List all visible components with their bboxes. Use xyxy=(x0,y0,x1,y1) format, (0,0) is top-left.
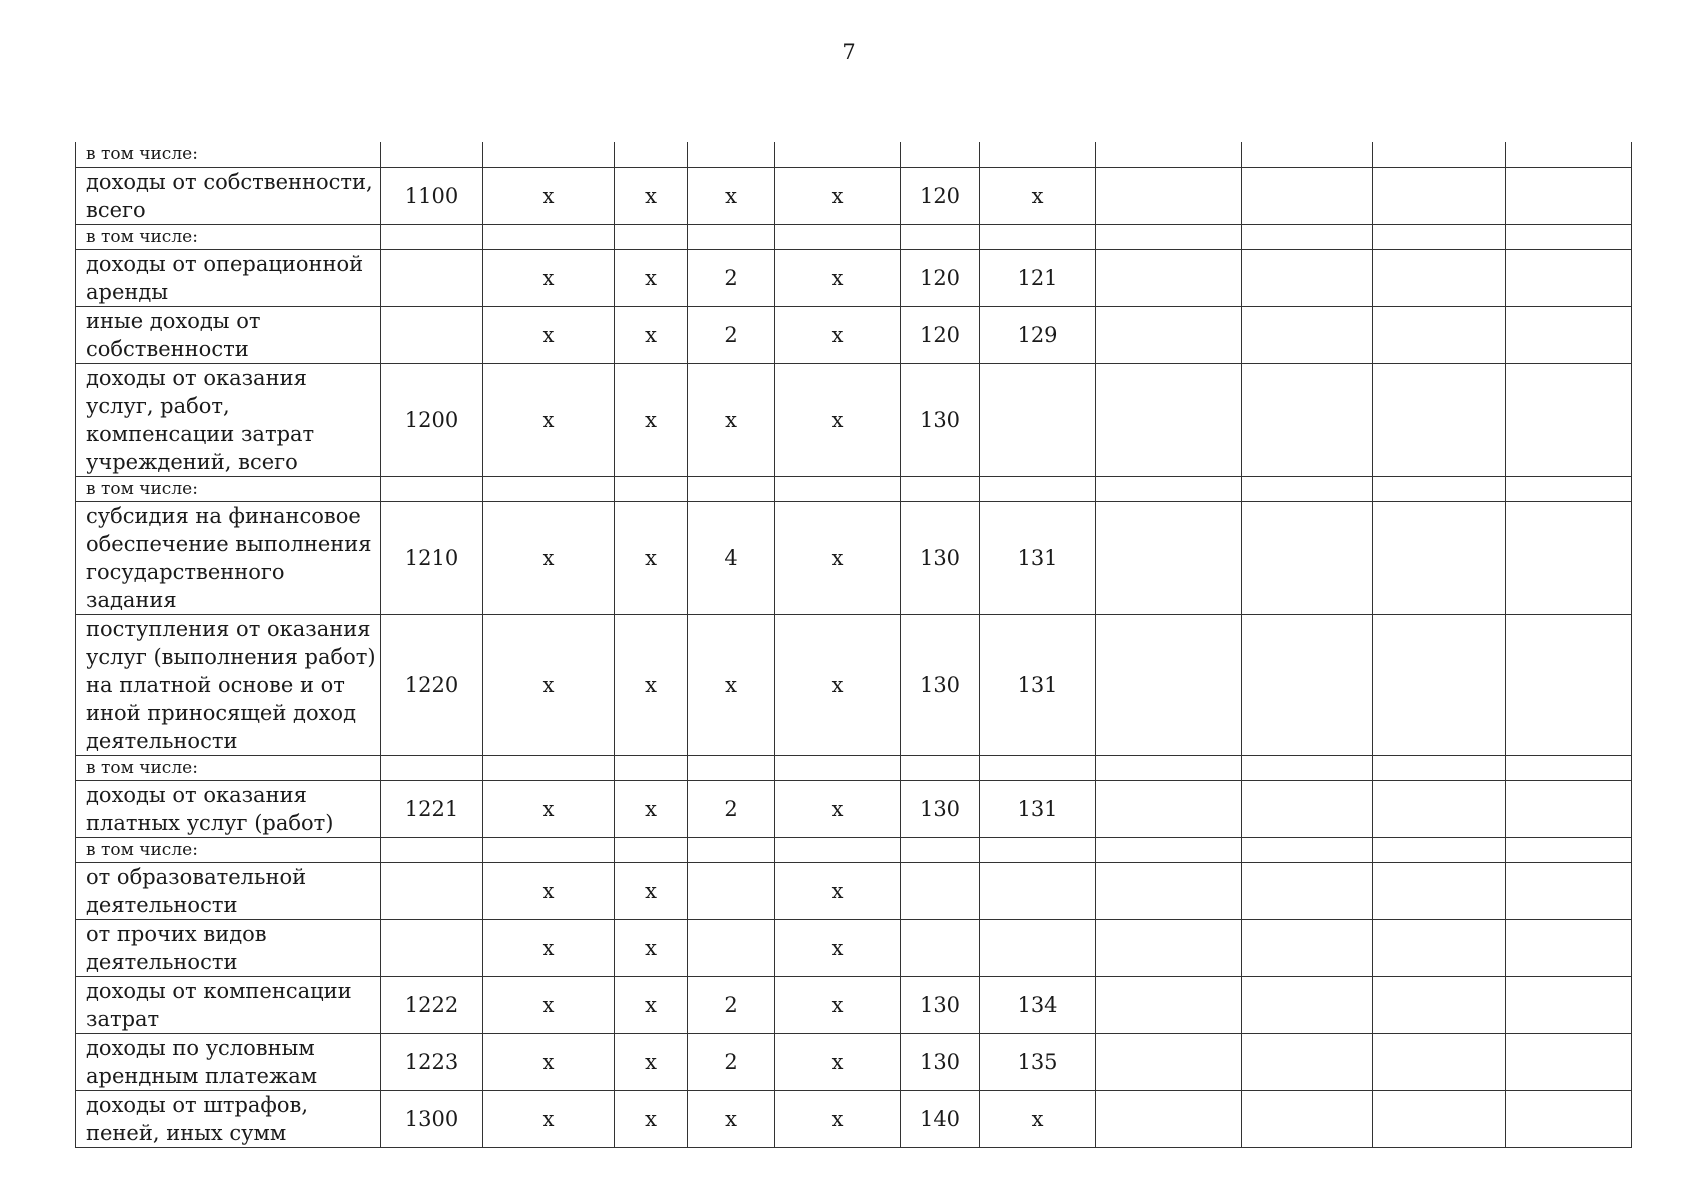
table-cell: x xyxy=(775,1033,901,1090)
table-cell: x xyxy=(775,862,901,919)
table-cell xyxy=(1373,306,1506,363)
table-cell xyxy=(483,142,615,167)
table-cell: 120 xyxy=(901,306,980,363)
table-cell: x xyxy=(615,780,688,837)
table-cell: 130 xyxy=(901,780,980,837)
table-cell xyxy=(1096,167,1242,224)
table-cell xyxy=(1096,501,1242,614)
table-row xyxy=(76,780,1632,837)
row-label: от прочих видов деятельности xyxy=(76,919,381,976)
table-cell: 134 xyxy=(980,976,1096,1033)
subheading-row xyxy=(76,142,1632,167)
table-cell xyxy=(1373,501,1506,614)
table-cell xyxy=(381,224,483,249)
table-cell xyxy=(1506,363,1632,476)
table-cell xyxy=(1242,306,1373,363)
table-cell xyxy=(1373,249,1506,306)
table-cell: x xyxy=(483,614,615,755)
table-cell: x xyxy=(775,501,901,614)
table-cell xyxy=(901,476,980,501)
table-cell xyxy=(1242,167,1373,224)
row-label: в том числе: xyxy=(76,142,381,167)
table-cell: x xyxy=(615,862,688,919)
row-label: поступления от оказания услуг (выполнения работ) на платной основе и от иной приносящей доход деятельности xyxy=(76,614,381,755)
table-cell xyxy=(1096,306,1242,363)
row-label: от образовательной деятельности xyxy=(76,862,381,919)
table-cell: x xyxy=(688,1090,775,1147)
table-cell xyxy=(1096,976,1242,1033)
table-cell: x xyxy=(615,167,688,224)
table-cell: x xyxy=(615,1033,688,1090)
row-label: доходы от компенсации затрат xyxy=(76,976,381,1033)
table-cell xyxy=(1242,919,1373,976)
table-cell xyxy=(775,476,901,501)
row-label: доходы по условным арендным платежам xyxy=(76,1033,381,1090)
table-cell xyxy=(901,919,980,976)
table-cell: 1222 xyxy=(381,976,483,1033)
table-cell xyxy=(1373,976,1506,1033)
table-cell xyxy=(980,755,1096,780)
table-cell: x xyxy=(688,363,775,476)
table-cell: x xyxy=(775,919,901,976)
table-row xyxy=(76,976,1632,1033)
table-cell xyxy=(483,476,615,501)
table-cell: x xyxy=(483,1090,615,1147)
table-cell: x xyxy=(483,363,615,476)
table-cell xyxy=(901,224,980,249)
income-table xyxy=(75,142,1632,1148)
row-label: субсидия на финансовое обеспечение выполнения государственного задания xyxy=(76,501,381,614)
table-cell xyxy=(1506,501,1632,614)
table-cell: x xyxy=(615,363,688,476)
table-cell xyxy=(1096,142,1242,167)
table-cell: x xyxy=(615,249,688,306)
table-row xyxy=(76,167,1632,224)
table-row xyxy=(76,249,1632,306)
table-cell xyxy=(901,142,980,167)
table-cell: 130 xyxy=(901,1033,980,1090)
table-cell xyxy=(1506,1033,1632,1090)
table-cell: x xyxy=(615,1090,688,1147)
row-label: иные доходы от собственности xyxy=(76,306,381,363)
table-row xyxy=(76,501,1632,614)
table-cell xyxy=(980,837,1096,862)
table-cell xyxy=(1373,862,1506,919)
table-cell xyxy=(615,837,688,862)
table-cell: x xyxy=(483,306,615,363)
table-cell: x xyxy=(688,167,775,224)
table-cell: 121 xyxy=(980,249,1096,306)
table-cell: x xyxy=(775,976,901,1033)
table-cell xyxy=(1506,755,1632,780)
table-cell: x xyxy=(483,249,615,306)
row-label: в том числе: xyxy=(76,837,381,862)
table-cell xyxy=(1096,837,1242,862)
table-cell xyxy=(1096,363,1242,476)
table-cell xyxy=(1242,862,1373,919)
table-cell: 129 xyxy=(980,306,1096,363)
table-cell: x xyxy=(615,501,688,614)
table-cell: 1200 xyxy=(381,363,483,476)
table-cell xyxy=(381,142,483,167)
table-cell: 4 xyxy=(688,501,775,614)
table-row xyxy=(76,306,1632,363)
table-cell: 2 xyxy=(688,780,775,837)
table-cell xyxy=(1242,1090,1373,1147)
table-cell xyxy=(980,919,1096,976)
table-cell: 120 xyxy=(901,167,980,224)
table-cell xyxy=(1242,780,1373,837)
table-cell xyxy=(483,837,615,862)
table-cell: x xyxy=(615,976,688,1033)
table-cell xyxy=(615,224,688,249)
table-body xyxy=(76,142,1632,1147)
table-cell: x xyxy=(615,306,688,363)
page-number: 7 xyxy=(842,40,856,64)
table-cell xyxy=(1373,837,1506,862)
table-cell xyxy=(1373,919,1506,976)
table-cell xyxy=(1373,614,1506,755)
table-cell xyxy=(1096,862,1242,919)
table-cell: 2 xyxy=(688,306,775,363)
row-label: доходы от операционной аренды xyxy=(76,249,381,306)
subheading-row xyxy=(76,224,1632,249)
table-cell xyxy=(381,755,483,780)
table-cell xyxy=(1242,614,1373,755)
table-cell xyxy=(1506,780,1632,837)
table-cell xyxy=(1096,755,1242,780)
table-cell xyxy=(1373,1033,1506,1090)
table-cell xyxy=(1373,142,1506,167)
table-cell xyxy=(1096,1033,1242,1090)
table-cell: x xyxy=(483,1033,615,1090)
table-cell xyxy=(381,306,483,363)
table-cell xyxy=(381,862,483,919)
table-row xyxy=(76,614,1632,755)
table-cell xyxy=(775,224,901,249)
table-cell xyxy=(775,837,901,862)
table-cell: x xyxy=(483,780,615,837)
table-cell: x xyxy=(615,614,688,755)
table-cell: x xyxy=(775,167,901,224)
table-cell xyxy=(381,919,483,976)
table-cell xyxy=(1373,755,1506,780)
table-cell xyxy=(483,224,615,249)
table-cell xyxy=(1506,249,1632,306)
table-cell xyxy=(775,755,901,780)
table-row xyxy=(76,1090,1632,1147)
table-cell xyxy=(1096,476,1242,501)
table-row xyxy=(76,363,1632,476)
table-cell: x xyxy=(483,167,615,224)
table-cell xyxy=(688,755,775,780)
table-cell xyxy=(615,755,688,780)
table-cell xyxy=(381,837,483,862)
table-cell xyxy=(980,476,1096,501)
table-cell xyxy=(615,142,688,167)
table-cell xyxy=(1242,249,1373,306)
table-cell xyxy=(1096,919,1242,976)
table-cell: 130 xyxy=(901,363,980,476)
table-cell xyxy=(1506,919,1632,976)
table-cell xyxy=(980,363,1096,476)
table-cell: 1220 xyxy=(381,614,483,755)
table-cell: x xyxy=(688,614,775,755)
table-cell xyxy=(483,755,615,780)
table-cell xyxy=(1506,862,1632,919)
table-cell: 1300 xyxy=(381,1090,483,1147)
table-cell xyxy=(1242,224,1373,249)
table-cell: 1100 xyxy=(381,167,483,224)
table-cell xyxy=(381,249,483,306)
table-cell xyxy=(1242,142,1373,167)
table-cell: 1223 xyxy=(381,1033,483,1090)
table-cell xyxy=(1373,1090,1506,1147)
subheading-row xyxy=(76,837,1632,862)
table-cell: x xyxy=(775,614,901,755)
subheading-row xyxy=(76,755,1632,780)
row-label: в том числе: xyxy=(76,224,381,249)
table-cell xyxy=(1506,224,1632,249)
table-cell xyxy=(1242,976,1373,1033)
table-cell: 120 xyxy=(901,249,980,306)
row-label: в том числе: xyxy=(76,755,381,780)
table-cell xyxy=(1096,1090,1242,1147)
table-cell: x xyxy=(980,167,1096,224)
table-cell: x xyxy=(980,1090,1096,1147)
table-cell xyxy=(1506,306,1632,363)
table-cell xyxy=(1506,476,1632,501)
table-cell: x xyxy=(483,862,615,919)
table-cell: 130 xyxy=(901,501,980,614)
table-cell xyxy=(1373,476,1506,501)
table-cell xyxy=(1242,1033,1373,1090)
table-cell xyxy=(1242,363,1373,476)
table-cell xyxy=(1373,224,1506,249)
table-cell xyxy=(688,919,775,976)
table-cell xyxy=(1096,224,1242,249)
table-cell: 2 xyxy=(688,976,775,1033)
table-cell: x xyxy=(483,976,615,1033)
table-cell xyxy=(688,224,775,249)
table-row xyxy=(76,862,1632,919)
table-cell xyxy=(688,837,775,862)
table-cell xyxy=(1242,501,1373,614)
table-cell xyxy=(1506,167,1632,224)
table-cell: 140 xyxy=(901,1090,980,1147)
table-cell xyxy=(1506,976,1632,1033)
table-cell: 135 xyxy=(980,1033,1096,1090)
table-cell xyxy=(688,476,775,501)
table-cell xyxy=(688,142,775,167)
table-cell: x xyxy=(775,1090,901,1147)
row-label: доходы от собственности, всего xyxy=(76,167,381,224)
table-cell: x xyxy=(483,501,615,614)
table-cell xyxy=(1242,476,1373,501)
table-cell: 131 xyxy=(980,614,1096,755)
table-cell: x xyxy=(775,363,901,476)
table-cell xyxy=(901,837,980,862)
row-label: доходы от штрафов, пеней, иных сумм xyxy=(76,1090,381,1147)
table-row xyxy=(76,1033,1632,1090)
table-cell xyxy=(1242,837,1373,862)
row-label: доходы от оказания платных услуг (работ) xyxy=(76,780,381,837)
table-cell: x xyxy=(775,306,901,363)
table-cell xyxy=(381,476,483,501)
table-cell: 2 xyxy=(688,1033,775,1090)
table-cell: x xyxy=(775,249,901,306)
table-cell xyxy=(901,755,980,780)
table-cell xyxy=(1506,837,1632,862)
table-cell xyxy=(1096,249,1242,306)
table-cell xyxy=(1373,363,1506,476)
table-cell xyxy=(1373,167,1506,224)
table-cell: x xyxy=(615,919,688,976)
table-cell: 130 xyxy=(901,614,980,755)
table-cell: x xyxy=(775,780,901,837)
table-cell: 1221 xyxy=(381,780,483,837)
table-cell xyxy=(980,142,1096,167)
table-cell xyxy=(688,862,775,919)
table-cell xyxy=(1506,614,1632,755)
table-cell: 2 xyxy=(688,249,775,306)
subheading-row xyxy=(76,476,1632,501)
table-cell xyxy=(1242,755,1373,780)
table-row xyxy=(76,919,1632,976)
table-cell xyxy=(775,142,901,167)
table-cell xyxy=(1096,614,1242,755)
table-cell: 131 xyxy=(980,780,1096,837)
table-cell xyxy=(980,862,1096,919)
table-cell xyxy=(615,476,688,501)
table-cell xyxy=(980,224,1096,249)
table-cell: x xyxy=(483,919,615,976)
row-label: в том числе: xyxy=(76,476,381,501)
table-cell xyxy=(1096,780,1242,837)
table-cell xyxy=(1506,1090,1632,1147)
table-cell: 131 xyxy=(980,501,1096,614)
row-label: доходы от оказания услуг, работ, компенсации затрат учреждений, всего xyxy=(76,363,381,476)
table-cell: 1210 xyxy=(381,501,483,614)
table-cell: 130 xyxy=(901,976,980,1033)
table-cell xyxy=(901,862,980,919)
table-cell xyxy=(1373,780,1506,837)
table-cell xyxy=(1506,142,1632,167)
